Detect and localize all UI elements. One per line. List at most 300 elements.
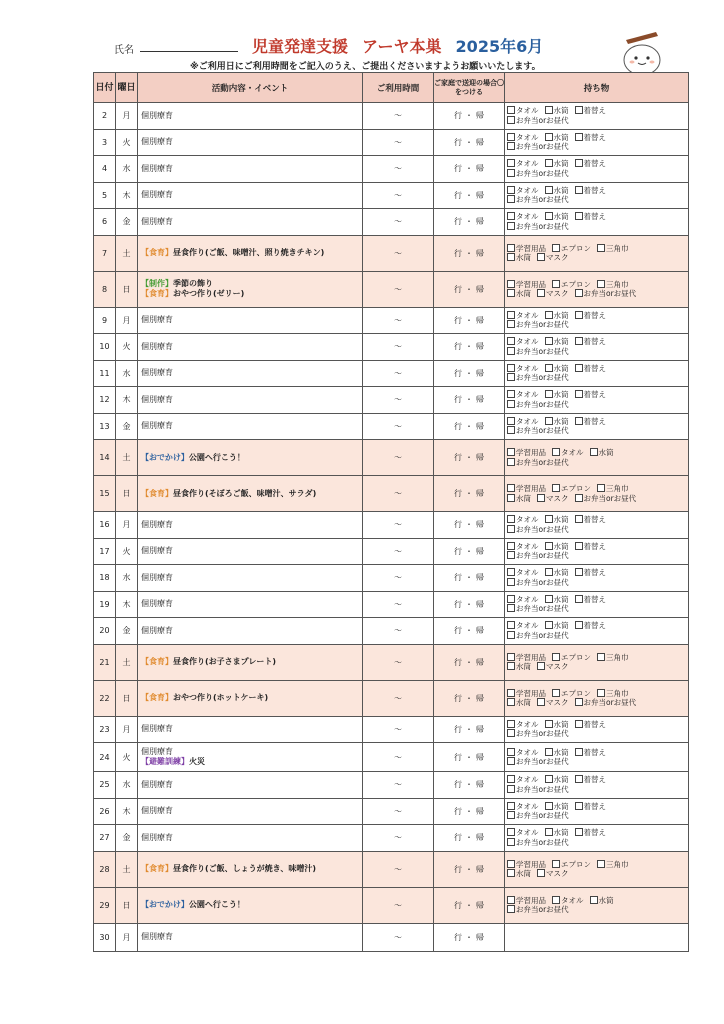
checkbox[interactable] [575, 311, 583, 319]
transport-cell[interactable] [434, 825, 505, 852]
checkbox[interactable] [597, 244, 605, 252]
item-label: タオル [516, 106, 539, 116]
checkbox[interactable] [545, 186, 553, 194]
checkbox[interactable] [507, 373, 515, 381]
transport-return[interactable]: 帰 [476, 833, 484, 843]
items-line [507, 838, 688, 848]
item-label: 着替え [583, 185, 606, 195]
checkbox[interactable] [545, 390, 553, 398]
transport-go[interactable]: 行 [454, 780, 462, 790]
transport-return[interactable]: 帰 [476, 724, 484, 734]
time-input-cell[interactable]: ～ [363, 618, 434, 645]
transport-cell[interactable] [434, 772, 505, 799]
checkbox[interactable] [537, 494, 545, 502]
checkbox[interactable] [507, 698, 515, 706]
checkbox[interactable] [507, 133, 515, 141]
items-line [507, 244, 688, 254]
checkbox[interactable] [575, 417, 583, 425]
items-line [507, 748, 688, 758]
checkbox[interactable] [537, 698, 545, 706]
checkbox[interactable] [507, 311, 515, 319]
time-input-cell[interactable]: ～ [363, 413, 434, 440]
checkbox[interactable] [552, 448, 560, 456]
checkbox[interactable] [545, 775, 553, 783]
transport-return[interactable]: 帰 [476, 395, 484, 405]
activity-text: 個別療育 [141, 137, 173, 147]
transport-go[interactable]: 行 [454, 342, 462, 352]
table-row [94, 743, 689, 772]
transport-go[interactable]: 行 [454, 932, 462, 942]
activity-cell [138, 887, 363, 923]
checkbox[interactable] [507, 244, 515, 252]
day-cell: 18 [94, 565, 116, 592]
checkbox[interactable] [597, 653, 605, 661]
item-label: マスク [546, 493, 569, 503]
checkbox[interactable] [575, 748, 583, 756]
transport-dot: ・ [465, 368, 473, 378]
transport-cell[interactable] [434, 923, 505, 951]
checkbox[interactable] [545, 595, 553, 603]
item-label: 水筒 [553, 363, 569, 373]
transport-dot: ・ [465, 780, 473, 790]
transport-cell[interactable] [434, 103, 505, 130]
transport-cell[interactable] [434, 271, 505, 307]
transport-go[interactable]: 行 [454, 752, 462, 762]
checkbox[interactable] [507, 785, 515, 793]
time-input-cell[interactable]: ～ [363, 387, 434, 414]
transport-return[interactable]: 帰 [476, 217, 484, 227]
activity-text: 個別療育 [141, 599, 173, 609]
checkbox[interactable] [590, 448, 598, 456]
schedule-table [93, 72, 689, 952]
checkbox[interactable] [545, 515, 553, 523]
checkbox[interactable] [597, 484, 605, 492]
checkbox[interactable] [507, 364, 515, 372]
transport-return[interactable]: 帰 [476, 599, 484, 609]
time-input-cell[interactable]: ～ [363, 271, 434, 307]
transport-go[interactable]: 行 [454, 864, 462, 874]
transport-return[interactable]: 帰 [476, 520, 484, 530]
checkbox[interactable] [507, 169, 515, 177]
time-input-cell[interactable]: ～ [363, 156, 434, 183]
checkbox[interactable] [552, 860, 560, 868]
time-input-cell[interactable]: ～ [363, 565, 434, 592]
checkbox[interactable] [507, 729, 515, 737]
transport-cell[interactable] [434, 716, 505, 743]
transport-dot: ・ [465, 900, 473, 910]
checkbox[interactable] [545, 828, 553, 836]
transport-go[interactable]: 行 [454, 489, 462, 498]
time-input-cell[interactable]: ～ [363, 825, 434, 852]
checkbox[interactable] [597, 860, 605, 868]
transport-return[interactable]: 帰 [476, 546, 484, 556]
item-label: 着替え [583, 310, 606, 320]
checkbox[interactable] [545, 568, 553, 576]
checkbox[interactable] [507, 757, 515, 765]
checkbox[interactable] [507, 604, 515, 612]
items-line [507, 390, 688, 400]
checkbox[interactable] [507, 222, 515, 230]
checkbox[interactable] [575, 212, 583, 220]
time-input-cell[interactable]: ～ [363, 887, 434, 923]
time-input-cell[interactable]: ～ [363, 129, 434, 156]
weekday-cell: 月 [116, 103, 138, 130]
transport-return[interactable]: 帰 [476, 248, 484, 258]
items-line [507, 253, 688, 263]
transport-go[interactable]: 行 [454, 693, 462, 703]
checkbox[interactable] [507, 337, 515, 345]
day-cell: 29 [94, 887, 116, 923]
checkbox[interactable] [507, 838, 515, 846]
transport-cell[interactable] [434, 591, 505, 618]
items-line [507, 289, 688, 299]
transport-cell[interactable] [434, 512, 505, 539]
transport-dot: ・ [465, 573, 473, 583]
checkbox[interactable] [507, 448, 515, 456]
checkbox[interactable] [575, 159, 583, 167]
item-label: 着替え [583, 828, 606, 838]
transport-return[interactable]: 帰 [476, 780, 484, 790]
checkbox[interactable] [507, 494, 515, 502]
activity-text: おやつ作り(ゼリー) [173, 289, 245, 298]
checkbox[interactable] [507, 289, 515, 297]
transport-cell[interactable] [434, 440, 505, 476]
transport-cell[interactable] [434, 644, 505, 680]
transport-go[interactable]: 行 [454, 833, 462, 843]
activity-cell [138, 512, 363, 539]
transport-cell[interactable] [434, 798, 505, 825]
checkbox[interactable] [507, 775, 515, 783]
checkbox[interactable] [507, 116, 515, 124]
checkbox[interactable] [507, 568, 515, 576]
transport-cell[interactable] [434, 743, 505, 772]
checkbox[interactable] [552, 484, 560, 492]
checkbox[interactable] [507, 720, 515, 728]
time-input-cell[interactable]: ～ [363, 538, 434, 565]
transport-go[interactable]: 行 [454, 190, 462, 200]
transport-go[interactable]: 行 [454, 453, 462, 462]
transport-return[interactable]: 帰 [476, 315, 484, 325]
checkbox[interactable] [575, 775, 583, 783]
time-input-cell[interactable]: ～ [363, 182, 434, 209]
checkbox[interactable] [575, 828, 583, 836]
checkbox[interactable] [507, 689, 515, 697]
checkbox[interactable] [537, 253, 545, 261]
checkbox[interactable] [507, 347, 515, 355]
checkbox[interactable] [552, 280, 560, 288]
item-label: 水筒 [553, 747, 569, 757]
items-line [507, 133, 688, 143]
time-input-cell[interactable]: ～ [363, 743, 434, 772]
time-input-cell[interactable]: ～ [363, 334, 434, 361]
item-label: お弁当orお昼代 [516, 784, 569, 794]
transport-go[interactable]: 行 [454, 520, 462, 530]
weekday-cell: 木 [116, 798, 138, 825]
checkbox[interactable] [507, 212, 515, 220]
checkbox[interactable] [507, 484, 515, 492]
transport-return[interactable]: 帰 [476, 806, 484, 816]
item-label: お弁当orお昼代 [516, 221, 569, 231]
item-label: マスク [546, 253, 569, 262]
checkbox[interactable] [545, 133, 553, 141]
checkbox[interactable] [507, 195, 515, 203]
item-label: 三角巾 [606, 859, 629, 869]
transport-return[interactable]: 帰 [476, 752, 484, 762]
checkbox[interactable] [545, 159, 553, 167]
checkbox[interactable] [545, 337, 553, 345]
checkbox[interactable] [575, 186, 583, 194]
checkbox[interactable] [507, 426, 515, 434]
transport-go[interactable]: 行 [454, 164, 462, 174]
transport-cell[interactable] [434, 565, 505, 592]
checkbox[interactable] [545, 311, 553, 319]
transport-return[interactable]: 帰 [476, 900, 484, 910]
checkbox[interactable] [575, 364, 583, 372]
checkbox[interactable] [507, 662, 515, 670]
item-label: お弁当orお昼代 [516, 373, 569, 383]
transport-return[interactable]: 帰 [476, 626, 484, 636]
checkbox[interactable] [507, 905, 515, 913]
transport-cell[interactable] [434, 413, 505, 440]
transport-return[interactable]: 帰 [476, 137, 484, 147]
table-row [94, 476, 689, 512]
transport-cell[interactable] [434, 360, 505, 387]
transport-go[interactable]: 行 [454, 724, 462, 734]
transport-cell[interactable] [434, 129, 505, 156]
checkbox[interactable] [507, 828, 515, 836]
checkbox[interactable] [507, 525, 515, 533]
transport-go[interactable]: 行 [454, 546, 462, 556]
checkbox[interactable] [537, 289, 545, 297]
checkbox[interactable] [597, 689, 605, 697]
checkbox[interactable] [545, 542, 553, 550]
table-row [94, 360, 689, 387]
transport-cell[interactable] [434, 334, 505, 361]
items-line [507, 869, 688, 879]
checkbox[interactable] [575, 568, 583, 576]
checkbox[interactable] [507, 631, 515, 639]
weekday-cell: 金 [116, 209, 138, 236]
transport-go[interactable]: 行 [454, 315, 462, 325]
checkbox[interactable] [545, 364, 553, 372]
transport-return[interactable]: 帰 [476, 932, 484, 942]
transport-cell[interactable] [434, 680, 505, 716]
transport-cell[interactable] [434, 182, 505, 209]
transport-go[interactable]: 行 [454, 599, 462, 609]
transport-return[interactable]: 帰 [476, 864, 484, 874]
checkbox[interactable] [590, 896, 598, 904]
checkbox[interactable] [575, 621, 583, 629]
checkbox[interactable] [507, 280, 515, 288]
time-input-cell[interactable]: ～ [363, 798, 434, 825]
transport-cell[interactable] [434, 156, 505, 183]
item-label: タオル [561, 895, 584, 905]
weekday-cell: 月 [116, 307, 138, 334]
checkbox[interactable] [507, 458, 515, 466]
transport-return[interactable]: 帰 [476, 573, 484, 583]
item-label: タオル [516, 515, 539, 525]
checkbox[interactable] [507, 653, 515, 661]
transport-go[interactable]: 行 [454, 657, 462, 667]
transport-go[interactable]: 行 [454, 573, 462, 583]
checkbox[interactable] [597, 280, 605, 288]
time-input-cell[interactable]: ～ [363, 476, 434, 512]
checkbox[interactable] [507, 400, 515, 408]
checkbox[interactable] [507, 142, 515, 150]
checkbox[interactable] [575, 515, 583, 523]
transport-cell[interactable] [434, 618, 505, 645]
transport-cell[interactable] [434, 851, 505, 887]
transport-cell[interactable] [434, 387, 505, 414]
activity-line [141, 289, 362, 299]
checkbox[interactable] [545, 802, 553, 810]
transport-cell[interactable] [434, 307, 505, 334]
checkbox[interactable] [507, 106, 515, 114]
checkbox[interactable] [545, 417, 553, 425]
checkbox[interactable] [575, 494, 583, 502]
time-input-cell[interactable]: ～ [363, 772, 434, 799]
transport-return[interactable]: 帰 [476, 657, 484, 667]
item-label: お弁当orお昼代 [516, 630, 569, 640]
checkbox[interactable] [545, 106, 553, 114]
transport-return[interactable]: 帰 [476, 342, 484, 352]
day-cell: 17 [94, 538, 116, 565]
checkbox[interactable] [507, 578, 515, 586]
activity-line [141, 520, 362, 530]
time-input-cell[interactable]: ～ [363, 360, 434, 387]
table-row [94, 618, 689, 645]
checkbox[interactable] [507, 417, 515, 425]
time-input-cell[interactable]: ～ [363, 644, 434, 680]
transport-cell[interactable] [434, 887, 505, 923]
transport-cell[interactable] [434, 209, 505, 236]
checkbox[interactable] [507, 896, 515, 904]
transport-go[interactable]: 行 [454, 248, 462, 258]
table-row [94, 851, 689, 887]
checkbox[interactable] [575, 698, 583, 706]
checkbox[interactable] [507, 159, 515, 167]
time-input-cell[interactable]: ～ [363, 512, 434, 539]
transport-return[interactable]: 帰 [476, 368, 484, 378]
page-header [0, 0, 724, 72]
checkbox[interactable] [507, 621, 515, 629]
transport-return[interactable]: 帰 [476, 453, 484, 462]
checkbox[interactable] [575, 133, 583, 141]
time-input-cell[interactable]: ～ [363, 716, 434, 743]
item-label: エプロン [561, 652, 591, 662]
checkbox[interactable] [507, 748, 515, 756]
transport-return[interactable]: 帰 [476, 190, 484, 200]
transport-go[interactable]: 行 [454, 421, 462, 431]
table-row [94, 182, 689, 209]
checkbox[interactable] [507, 595, 515, 603]
item-label: タオル [516, 337, 539, 347]
checkbox[interactable] [545, 621, 553, 629]
title-place: アーヤ本巣 [362, 37, 442, 56]
transport-cell[interactable] [434, 476, 505, 512]
transport-dot: ・ [465, 657, 473, 667]
transport-go[interactable]: 行 [454, 137, 462, 147]
checkbox[interactable] [575, 802, 583, 810]
transport-cell[interactable] [434, 235, 505, 271]
checkbox[interactable] [545, 748, 553, 756]
item-label: お弁当orお昼代 [516, 524, 569, 534]
col-items-header: 持ち物 [505, 73, 689, 103]
checkbox[interactable] [545, 720, 553, 728]
checkbox[interactable] [507, 390, 515, 398]
time-input-cell[interactable]: ～ [363, 851, 434, 887]
transport-go[interactable]: 行 [454, 900, 462, 910]
items-line [507, 595, 688, 605]
time-input-cell[interactable]: ～ [363, 680, 434, 716]
transport-return[interactable]: 帰 [476, 284, 484, 294]
checkbox[interactable] [552, 244, 560, 252]
activity-line [141, 190, 362, 200]
checkbox[interactable] [507, 811, 515, 819]
checkbox[interactable] [575, 595, 583, 603]
time-input-cell[interactable]: ～ [363, 307, 434, 334]
checkbox[interactable] [575, 106, 583, 114]
time-input-cell[interactable]: ～ [363, 923, 434, 951]
checkbox[interactable] [507, 186, 515, 194]
time-input-cell[interactable]: ～ [363, 103, 434, 130]
table-row [94, 387, 689, 414]
checkbox[interactable] [575, 720, 583, 728]
checkbox[interactable] [507, 253, 515, 261]
checkbox[interactable] [537, 662, 545, 670]
transport-go[interactable]: 行 [454, 806, 462, 816]
checkbox[interactable] [507, 860, 515, 868]
transport-go[interactable]: 行 [454, 626, 462, 636]
checkbox[interactable] [507, 320, 515, 328]
name-input-line[interactable] [140, 51, 238, 52]
time-input-cell[interactable]: ～ [363, 235, 434, 271]
checkbox[interactable] [537, 869, 545, 877]
activity-text: 個別療育 [141, 315, 173, 325]
checkbox[interactable] [552, 896, 560, 904]
transport-return[interactable]: 帰 [476, 111, 484, 121]
transport-return[interactable]: 帰 [476, 693, 484, 703]
checkbox[interactable] [575, 542, 583, 550]
checkbox[interactable] [507, 802, 515, 810]
transport-return[interactable]: 帰 [476, 421, 484, 431]
checkbox[interactable] [507, 515, 515, 523]
transport-go[interactable]: 行 [454, 111, 462, 121]
transport-go[interactable]: 行 [454, 395, 462, 405]
transport-cell[interactable] [434, 538, 505, 565]
transport-go[interactable]: 行 [454, 217, 462, 227]
day-cell: 15 [94, 476, 116, 512]
transport-return[interactable]: 帰 [476, 164, 484, 174]
transport-go[interactable]: 行 [454, 284, 462, 294]
checkbox[interactable] [545, 212, 553, 220]
time-input-cell[interactable]: ～ [363, 209, 434, 236]
time-input-cell[interactable]: ～ [363, 440, 434, 476]
checkbox[interactable] [575, 390, 583, 398]
checkbox[interactable] [507, 869, 515, 877]
checkbox[interactable] [507, 542, 515, 550]
time-input-cell[interactable]: ～ [363, 591, 434, 618]
transport-return[interactable]: 帰 [476, 489, 484, 498]
checkbox[interactable] [575, 289, 583, 297]
checkbox[interactable] [552, 653, 560, 661]
table-row [94, 271, 689, 307]
checkbox[interactable] [552, 689, 560, 697]
transport-go[interactable]: 行 [454, 368, 462, 378]
checkbox[interactable] [575, 337, 583, 345]
checkbox[interactable] [507, 551, 515, 559]
items-line [507, 222, 688, 232]
